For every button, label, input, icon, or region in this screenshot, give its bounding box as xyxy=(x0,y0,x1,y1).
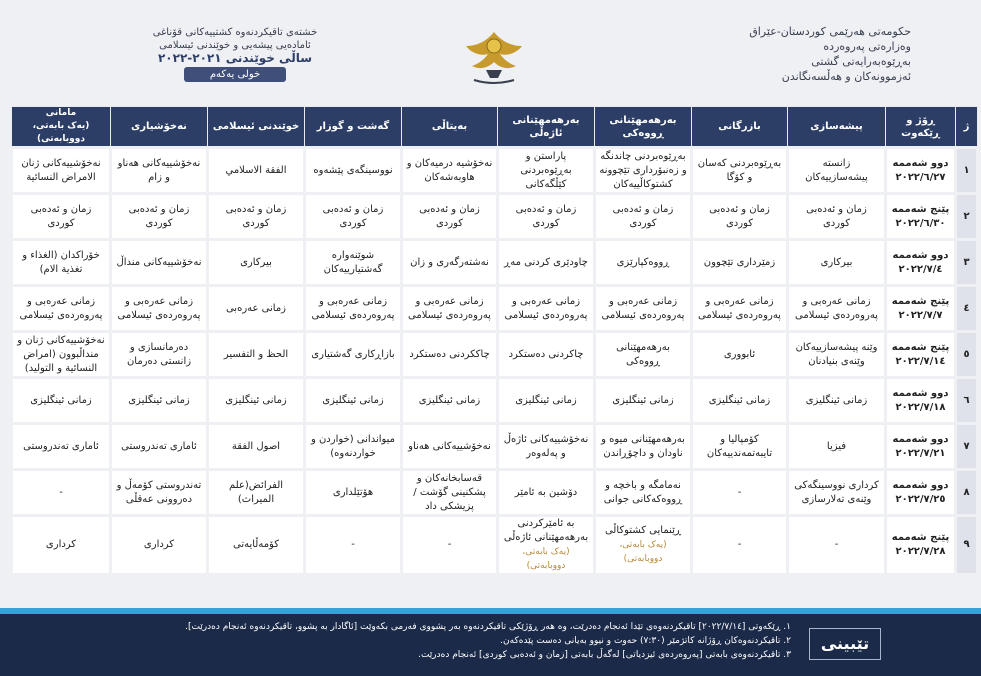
table-cell xyxy=(692,240,788,286)
cell-text: تەندروستی کۆمەڵ و دەروونی عەقڵی xyxy=(116,479,202,505)
date: ٢٠٢٢/٧/١٨ xyxy=(895,401,946,413)
cell-text: بیرکاری xyxy=(820,256,853,268)
table-cell xyxy=(595,378,692,424)
date: ٢٠٢٢/٧/١٤ xyxy=(895,355,946,367)
table-cell xyxy=(595,424,692,470)
weekday: پێنج شەممە xyxy=(891,295,950,307)
table-row xyxy=(12,286,978,332)
table-row xyxy=(12,424,978,470)
header-line: حکومەتی هەرێمی کوردستان-عێراق xyxy=(749,25,911,38)
cell-text: چاودێری کردنی مەڕ xyxy=(504,256,588,268)
cell-text: زمان و ئەدەبی کوردی xyxy=(806,203,867,229)
table-cell xyxy=(12,194,111,240)
date: ٢٠٢٢/٧/٧ xyxy=(898,309,943,321)
table-cell xyxy=(402,148,498,194)
cell-text: زمانی عەرەبی و پەروەردەی ئیسلامی xyxy=(311,295,395,321)
table-cell xyxy=(402,194,498,240)
table-cell xyxy=(111,378,208,424)
table-cell xyxy=(12,286,111,332)
cell-text: نەخۆشییەکانی هەناو xyxy=(408,440,491,452)
footer-stripe xyxy=(0,608,981,614)
col-header: ڕۆژ و ڕێکەوت xyxy=(886,107,956,148)
table-cell xyxy=(208,516,305,575)
cell-note: (یەک بابەتی، دووبابەتی) xyxy=(619,540,667,564)
table-cell xyxy=(12,148,111,194)
table-cell xyxy=(305,470,402,516)
ministry-header xyxy=(611,24,911,84)
cell-text: زمان و ئەدەبی کوردی xyxy=(419,203,480,229)
table-row xyxy=(12,240,978,286)
cell-text: بیرکاری xyxy=(240,256,272,268)
cell-text: زمان و ئەدەبی کوردی xyxy=(225,203,287,229)
cell-text: بەڕێوەبردنی چاندنگە و زەنبۆرداری تێچوونە کشتوکاڵییەکان xyxy=(599,150,687,190)
cell-text: بازاڕکاری گەشتیاری xyxy=(311,348,395,360)
table-cell xyxy=(498,378,595,424)
cell-text: قەسابخانەکان و پشکنینی گۆشت / پزیشکی داد xyxy=(413,472,486,512)
cell-text: - xyxy=(447,539,452,550)
cell-text: ئاماری تەندروستی xyxy=(23,440,99,452)
cell-text: نەخۆشییەکانی ژنان و منداڵبوون (امراض النسائية و التوليد) xyxy=(17,334,105,374)
cell-text: زمانی عەرەبی و پەروەردەی ئیسلامی xyxy=(117,295,201,321)
table-cell xyxy=(692,424,788,470)
row-number: ٣ xyxy=(956,240,978,286)
weekday: پێنج شەممە xyxy=(891,341,950,353)
cell-text: الحظ و التفسیر xyxy=(223,348,289,360)
table-cell xyxy=(305,378,402,424)
cell-text: - xyxy=(59,486,63,498)
table-row xyxy=(12,470,978,516)
table-cell xyxy=(595,148,692,194)
cell-text: کرداری xyxy=(45,539,77,550)
row-date xyxy=(886,516,956,575)
cell-text: نەخۆشییەکانی ژنان الامراض النسائية xyxy=(21,157,101,183)
row-number: ٧ xyxy=(956,424,978,470)
cell-text: وێنە پیشەسازییەکان وێنەی بنیادنان xyxy=(795,341,878,367)
row-number: ٩ xyxy=(956,516,978,575)
table-cell xyxy=(402,470,498,516)
table-cell xyxy=(692,332,788,378)
table-cell xyxy=(111,286,208,332)
table-cell xyxy=(402,424,498,470)
date: ٢٠٢٢/٧/٢٥ xyxy=(895,493,946,505)
table-cell xyxy=(788,332,886,378)
cell-text: میواندانی (خواردن و خواردنەوە) xyxy=(310,433,396,459)
table-cell xyxy=(305,194,402,240)
table-cell xyxy=(498,424,595,470)
col-header: بەرهەمهێنانی ڕووەکی xyxy=(595,107,692,148)
table-cell xyxy=(12,516,111,575)
table-cell xyxy=(692,516,788,575)
table-cell xyxy=(498,148,595,194)
weekday: پێنج شەممە xyxy=(891,532,950,543)
cell-text: زمانی ئینگلیزی xyxy=(708,394,771,406)
table-cell xyxy=(12,378,111,424)
col-header: بەیتاڵی xyxy=(402,107,498,148)
cell-text: نەخۆشییەکانی منداڵ xyxy=(116,256,202,268)
cell-text: خۆراکدان (الغذاء و تغذية الام) xyxy=(22,249,100,275)
cell-text: الفرائض(علم الميراث) xyxy=(228,479,284,505)
table-cell xyxy=(305,332,402,378)
cell-text: زانستە پیشەسازییەکان xyxy=(805,157,868,183)
cell-text: کۆمەڵایەتی xyxy=(232,539,279,550)
cell-text: - xyxy=(737,486,742,498)
exam-header xyxy=(150,26,320,82)
cell-text: کرداری نووسینگەکی وێنەی تەلارسازی xyxy=(794,479,879,505)
cell-text: نەخۆشییەکانی هەناو و زام xyxy=(117,157,201,183)
table-cell xyxy=(305,424,402,470)
table-cell xyxy=(305,286,402,332)
col-header: بازرگانی xyxy=(692,107,788,148)
row-number: ٨ xyxy=(956,470,978,516)
cell-text: چاکردنی دەستکرد xyxy=(508,348,584,360)
row-number: ٥ xyxy=(956,332,978,378)
row-date xyxy=(886,378,956,424)
weekday: دوو شەممە xyxy=(892,157,949,169)
table-cell xyxy=(208,332,305,378)
table-cell xyxy=(788,424,886,470)
table-cell xyxy=(12,240,111,286)
table-cell xyxy=(498,194,595,240)
table-cell xyxy=(498,470,595,516)
notes-list xyxy=(1,620,791,662)
cell-text: نەخۆشییەکانی ئاژەڵ و پەلەوەر xyxy=(503,433,589,459)
table-cell xyxy=(595,516,692,575)
row-date xyxy=(886,240,956,286)
cell-text: بەڕێوەبردنی کەسان و کۆگا xyxy=(697,157,782,183)
table-header-row xyxy=(12,107,978,148)
table-cell xyxy=(595,470,692,516)
table-cell xyxy=(692,378,788,424)
weekday: دوو شەممە xyxy=(892,387,949,399)
header-line: بەڕێوەبەرایەتی گشتی xyxy=(811,55,911,68)
table-cell xyxy=(788,240,886,286)
row-date xyxy=(886,286,956,332)
cell-text: زمانی ئینگلیزی xyxy=(322,394,384,406)
cell-text: زمان و ئەدەبی کوردی xyxy=(30,203,92,229)
table-cell xyxy=(788,378,886,424)
cell-text: نەشتەرگەری و زان xyxy=(410,256,489,268)
table-cell xyxy=(402,240,498,286)
cell-note: (یەک بابەتی، دووبابەتی) xyxy=(522,547,570,571)
table-cell xyxy=(692,148,788,194)
row-date xyxy=(886,148,956,194)
table-cell xyxy=(595,286,692,332)
header-title-1: خشتەی تاقیکردنەوە کشتییەکانی قۆناغی xyxy=(152,27,318,38)
note-item: ٣. تاقیکردنەوەی بابەتی [پەروەردەی ئیزدیاتی] لەگەڵ بابەتی [زمان و ئەدەبی کوردی] ئەنجام دەدرێت. xyxy=(418,650,791,660)
date: ٢٠٢٢/٧/٤ xyxy=(898,263,943,275)
weekday: دوو شەممە xyxy=(892,479,949,491)
table-cell xyxy=(208,424,305,470)
table-cell xyxy=(12,424,111,470)
cell-text: زمانی ئینگلیزی xyxy=(30,394,92,406)
cell-text: شوێنەوارە گەشتیارییەکان xyxy=(323,249,383,275)
col-header: ژ xyxy=(956,107,978,148)
table-cell xyxy=(12,332,111,378)
table-cell xyxy=(498,240,595,286)
table-cell xyxy=(595,332,692,378)
table-row xyxy=(12,516,978,575)
cell-text: زمانی ئینگلیزی xyxy=(225,394,287,406)
table-cell xyxy=(498,516,595,575)
cell-text: زمانی ئینگلیزی xyxy=(128,394,190,406)
row-number: ٤ xyxy=(956,286,978,332)
cell-text: زمان و ئەدەبی کوردی xyxy=(612,203,674,229)
notes-footer xyxy=(0,608,981,676)
cell-text: ڕووەکپارێزی xyxy=(616,256,670,268)
cell-text: ڕێنمایی کشتوکاڵی xyxy=(604,525,682,536)
table-cell xyxy=(305,516,402,575)
cell-text: زمانی ئینگلیزی xyxy=(612,394,674,406)
col-header: خوێندنی ئیسلامی xyxy=(208,107,305,148)
cell-text: زمانی عەرەبی و پەروەردەی ئیسلامی xyxy=(795,295,878,321)
cell-text: زمانی عەرەبی و پەروەردەی ئیسلامی xyxy=(408,295,491,321)
table-cell xyxy=(208,378,305,424)
col-header: گەشت و گوزار xyxy=(305,107,402,148)
date: ٢٠٢٢/٧/٢٨ xyxy=(895,546,946,557)
date: ٢٠٢٢/٦/٢٧ xyxy=(895,171,946,183)
row-date xyxy=(886,332,956,378)
cell-text: - xyxy=(834,539,839,550)
header-line: وەزارەتی پەروەردە xyxy=(823,40,911,53)
row-number: ٢ xyxy=(956,194,978,240)
cell-text: چاککردنی دەستکرد xyxy=(409,348,490,360)
table-cell xyxy=(208,470,305,516)
cell-text: - xyxy=(737,539,742,550)
table-cell xyxy=(305,148,402,194)
row-number: ١ xyxy=(956,148,978,194)
note-item: ١. ڕێکەوتی [٢٠٢٢/٧/١٤] تاقیکردنەوەی تێدا ئەنجام دەدرێت، وە هەر ڕۆژێکی تاقیکردنەوە بەر پشووی فەرمی بکەوێت [ئاگادار بە پشوو، تاقیکردنەوە ئەنجام دەدرێت]. xyxy=(185,622,791,632)
cell-text: زمانی ئینگلیزی xyxy=(515,394,577,406)
cell-text: بەرهەمهێنانی ڕووەکی xyxy=(616,341,670,367)
cell-text: زمانی عەرەبی xyxy=(225,302,287,314)
table-cell xyxy=(111,240,208,286)
cell-text: زمێرداری تێچوون xyxy=(703,256,776,268)
col-header: بەرهەمهێنانی ئاژەڵی xyxy=(498,107,595,148)
table-cell xyxy=(111,470,208,516)
cell-text: بەرهەمهێنانی میوە و ناودان و داچۆڕاندن xyxy=(601,433,685,459)
cell-text: بە ئامێرکردنی بەرهەمهێنانی ئاژەڵی xyxy=(503,518,589,543)
table-cell xyxy=(498,332,595,378)
cell-text: زمانی ئینگلیزی xyxy=(805,394,868,406)
table-cell xyxy=(788,470,886,516)
cell-text: زمانی ئینگلیزی xyxy=(418,394,481,406)
table-cell xyxy=(111,424,208,470)
table-cell xyxy=(111,148,208,194)
note-item: ٢. تاقیکردنەوەکان ڕۆژانە کاتژمێر (٧:٣٠) حەوت و نیوو بەیانی دەست پێدەکەن. xyxy=(500,636,791,646)
exam-round-badge: خولی یەکەم xyxy=(184,67,286,82)
table-cell xyxy=(788,148,886,194)
table-cell xyxy=(111,332,208,378)
table-cell xyxy=(692,286,788,332)
table-cell xyxy=(402,378,498,424)
cell-text: الفقة الاسلامي xyxy=(225,164,287,176)
table-cell xyxy=(12,470,111,516)
cell-text: زمانی عەرەبی و پەروەردەی ئیسلامی xyxy=(601,295,685,321)
row-date xyxy=(886,194,956,240)
cell-text: دەرمانسازی و زانستی دەرمان xyxy=(126,341,192,367)
cell-text: فیزیا xyxy=(826,440,847,452)
cell-text: زمان و ئەدەبی کوردی xyxy=(322,203,384,229)
table-cell xyxy=(595,194,692,240)
table-row xyxy=(12,378,978,424)
table-cell xyxy=(788,194,886,240)
academic-year: ساڵی خوێندنی ٢٠٢١-٢٠٢٢ xyxy=(157,51,313,65)
cell-text: کرداری xyxy=(143,539,175,550)
table-cell xyxy=(788,516,886,575)
cell-text: هۆتێلداری xyxy=(332,486,374,498)
table-cell xyxy=(402,332,498,378)
col-header: نەخۆشیاری xyxy=(111,107,208,148)
weekday: دوو شەممە xyxy=(892,433,949,445)
table-cell xyxy=(208,240,305,286)
date: ٢٠٢٢/٧/٢١ xyxy=(895,447,946,459)
cell-text: زمانی عەرەبی و پەروەردەی ئیسلامی xyxy=(698,295,781,321)
header-line: ئەزموونەکان و هەڵسەنگاندن xyxy=(781,70,911,83)
cell-text: زمانی عەرەبی و پەروەردەی ئیسلامی xyxy=(504,295,588,321)
cell-text: زمان و ئەدەبی کوردی xyxy=(709,203,770,229)
col-header: پیشەسازی xyxy=(788,107,886,148)
table-cell xyxy=(402,516,498,575)
table-cell xyxy=(498,286,595,332)
weekday: دوو شەممە xyxy=(892,249,949,261)
table-cell xyxy=(595,240,692,286)
cell-text: ئابووری xyxy=(723,348,756,360)
cell-text: - xyxy=(351,539,355,550)
date: ٢٠٢٢/٦/٣٠ xyxy=(895,217,946,229)
table-cell xyxy=(208,148,305,194)
table-cell xyxy=(208,194,305,240)
table-cell xyxy=(788,286,886,332)
table-cell xyxy=(402,286,498,332)
row-date xyxy=(886,424,956,470)
cell-text: زمان و ئەدەبی کوردی xyxy=(128,203,190,229)
weekday: پێنج شەممە xyxy=(891,203,950,215)
cell-text: کۆمپالیا و تایبەتمەندییەکان xyxy=(706,433,773,459)
row-number: ٦ xyxy=(956,378,978,424)
exam-schedule-table xyxy=(10,106,979,576)
cell-text: دۆشین بە ئامێر xyxy=(514,486,578,498)
table-cell xyxy=(111,194,208,240)
table-row xyxy=(12,148,978,194)
table-cell xyxy=(111,516,208,575)
table-cell xyxy=(692,194,788,240)
cell-text: نەخۆشیە درمیەکان و هاوبەشەکان xyxy=(406,157,493,183)
table-cell xyxy=(208,286,305,332)
col-header: مامانی (یەک بابەتی، دووبابەتی) xyxy=(12,107,111,148)
cell-text: پاراستن و بەڕێوەبردنی کێڵگەکانی xyxy=(520,150,572,190)
kurdistan-emblem-icon xyxy=(458,22,530,90)
table-cell xyxy=(692,470,788,516)
notes-title: تێبینی xyxy=(809,628,881,660)
row-date xyxy=(886,470,956,516)
cell-text: نەمامگە و باخچە و ڕووەکەکانی جوانی xyxy=(603,479,683,505)
cell-text: ئاماری تەندروستی xyxy=(121,440,197,452)
header-title-2: ئامادەیی پیشەیی و خوێندنی ئیسلامی xyxy=(159,40,311,51)
table-cell xyxy=(305,240,402,286)
table-row xyxy=(12,332,978,378)
cell-text: زمانی عەرەبی و پەروەردەی ئیسلامی xyxy=(19,295,103,321)
cell-text: اصول الفقة xyxy=(231,440,281,452)
cell-text: نووسینگەی پێشەوە xyxy=(313,164,393,176)
cell-text: زمان و ئەدەبی کوردی xyxy=(515,203,577,229)
table-row xyxy=(12,194,978,240)
